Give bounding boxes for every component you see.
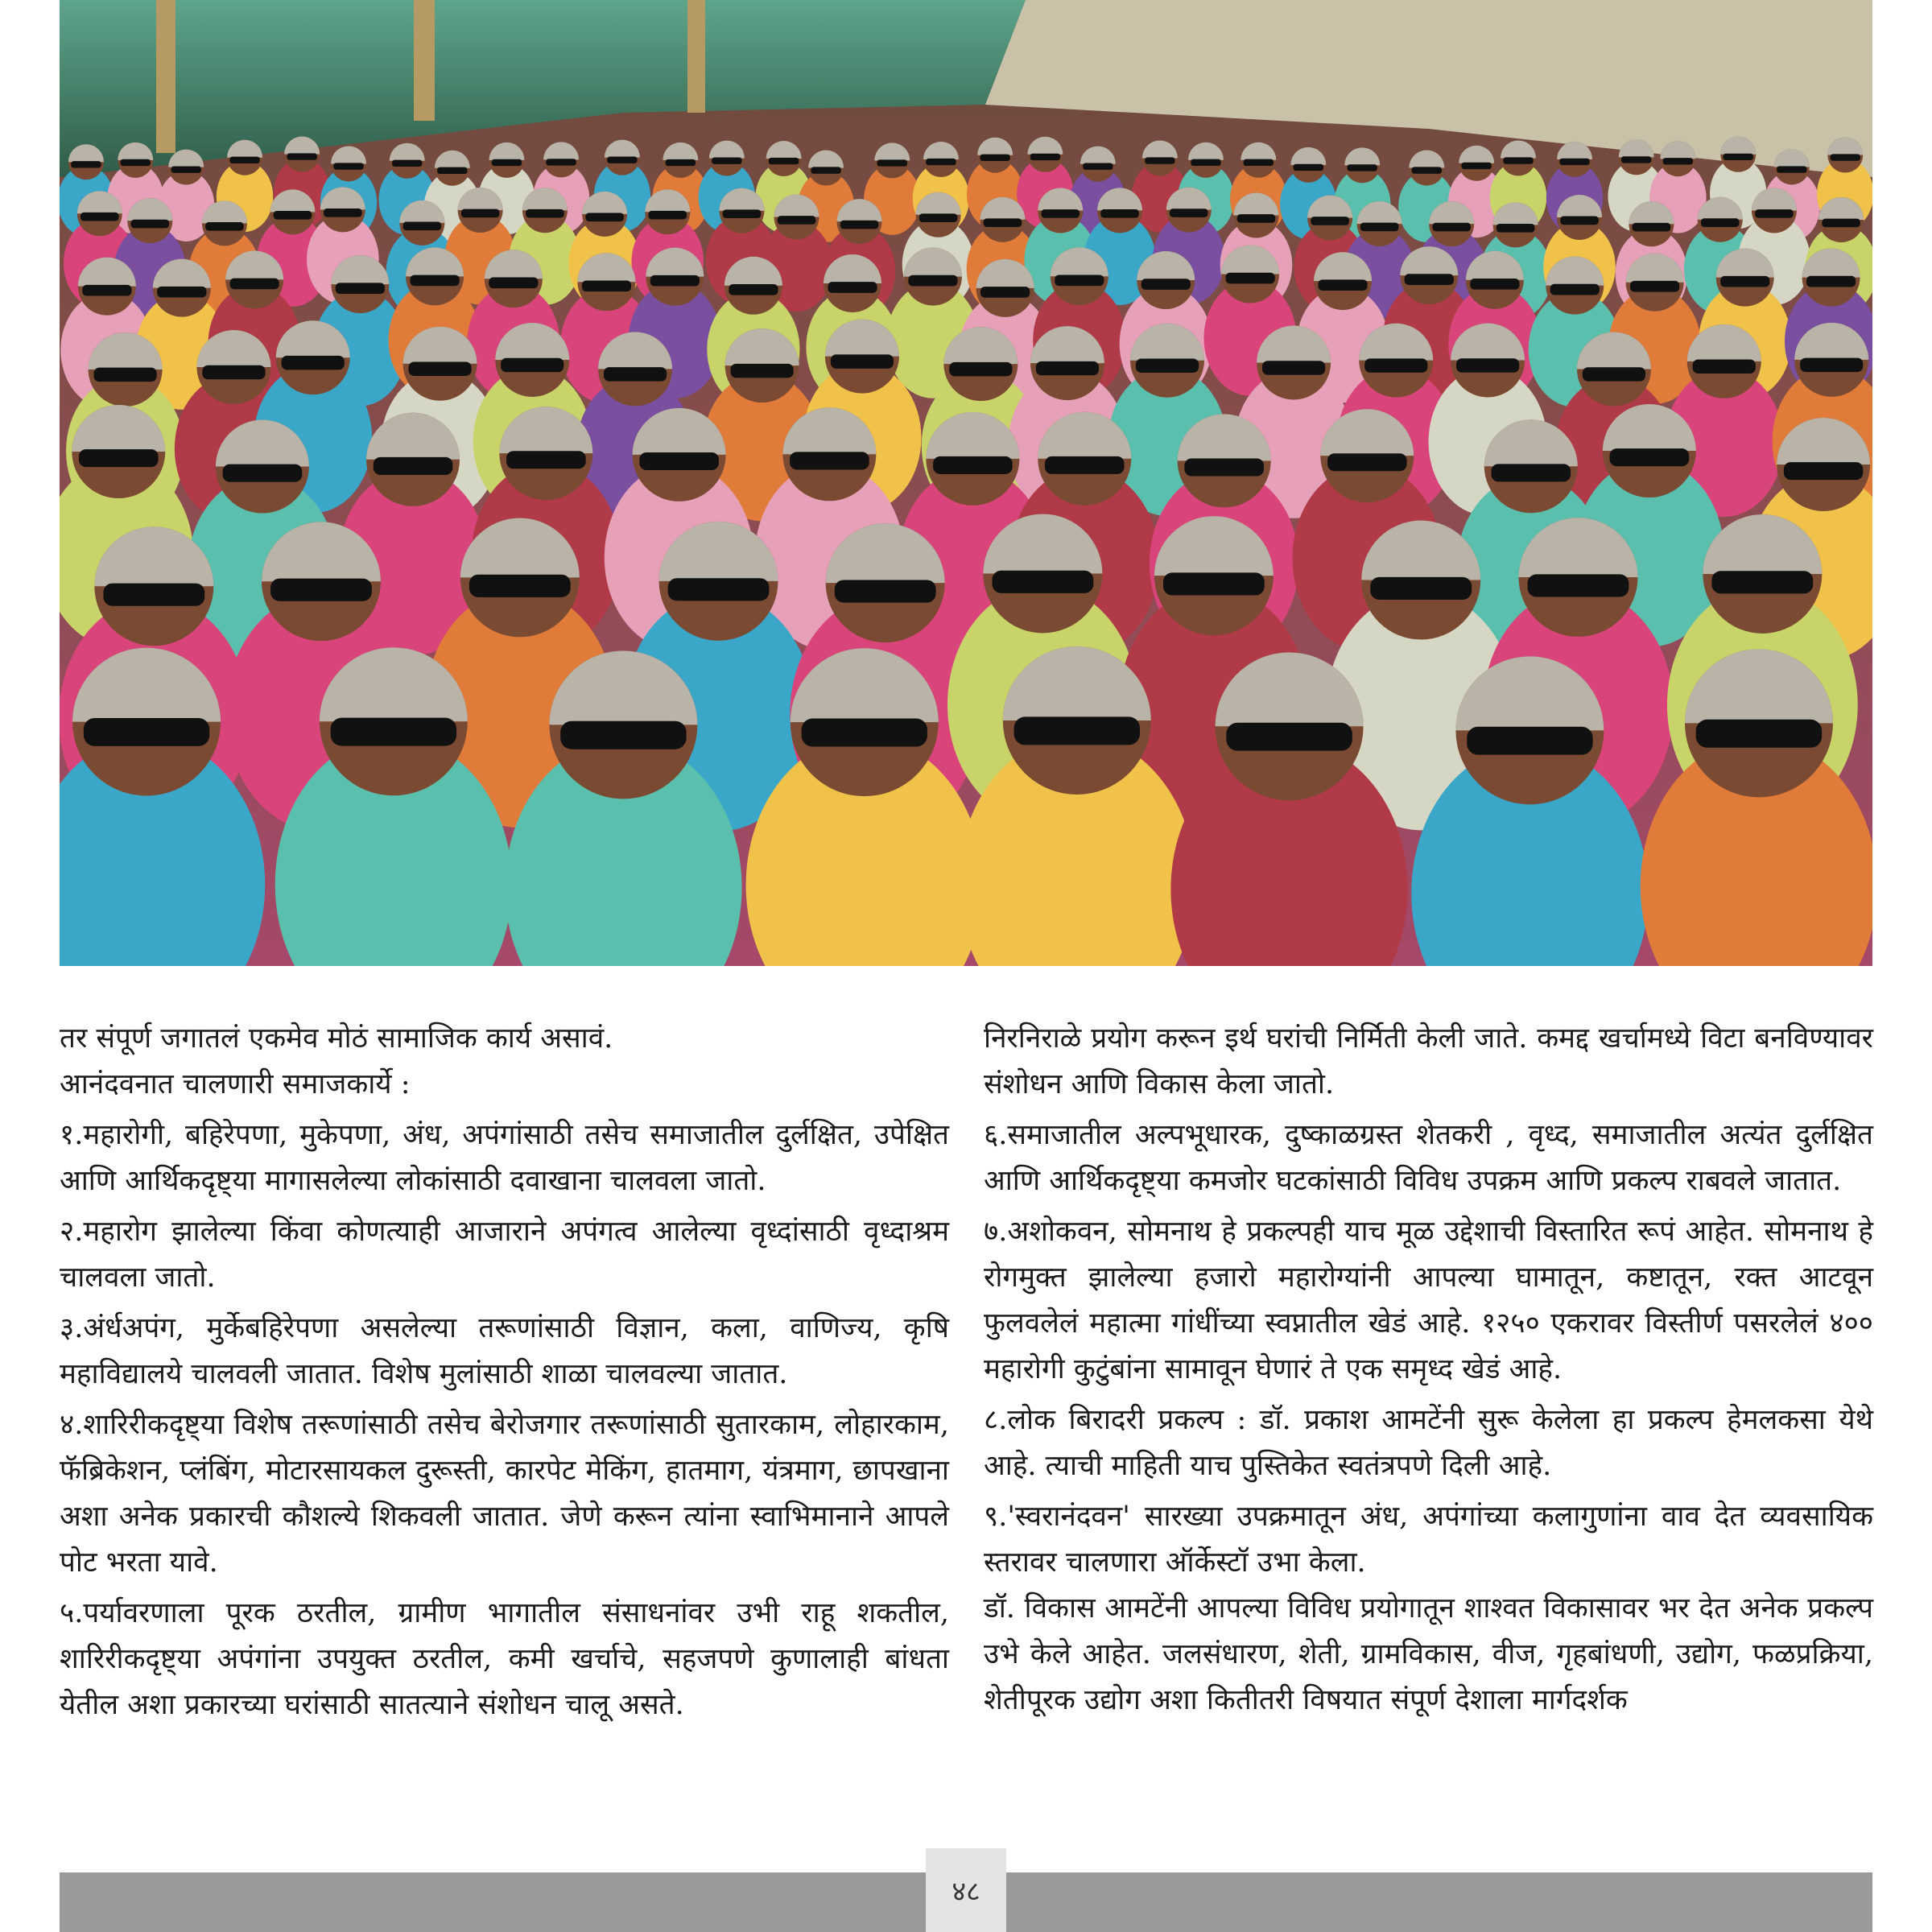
list-item-7: ७.अशोकवन, सोमनाथ हे प्रकल्पही याच मूळ उद्देशाची विस्तारित रूपं आहेत. सोमनाथ हे रोगमुक्त झालेल्या हजारो महारोग्यांनी आपल्या घामातून, कष्टातून, रक्त आटवून फुलवलेलं महात्मा गांधींच्या स्वप्नातील खेडं आहे. १२५० एकरावर विस्तीर्ण पसरलेलं ४०० महारोगी कुटुंबांना सामावून घेणारं ते एक समृध्द खेडं आहे.	[984, 1216, 1873, 1385]
list-item-1: १.महारोगी, बहिरेपणा, मुकेपणा, अंध, अपंगांसाठी तसेच समाजातील दुर्लक्षित, उपेक्षित आणि आर्थिकदृष्ट्या मागासलेल्या लोकांसाठी दवाखाना चालवला जातो.	[60, 1119, 949, 1197]
list-heading: आनंदवनात चालणारी समाजकार्ये :	[60, 1068, 411, 1100]
list-item-5: ५.पर्यावरणाला पूरक ठरतील, ग्रामीण भागातील संसाधनांवर उभी राहू शकतील, शारिरीकदृष्ट्या अपंगांना उपयुक्त ठरतील, कमी खर्चाचे, सहजपणे कुणालाही बांधता येतील अशा प्रकारच्या घरांसाठी सातत्याने संशोधन चालू असते.	[60, 1597, 949, 1721]
list-item-8: ८.लोक बिरादरी प्रकल्प : डॉ. प्रकाश आमटेंनी सुरू केलेला हा प्रकल्प हेमलकसा येथे आहे. त्याची माहिती याच पुस्तिकेत स्वतंत्रपणे दिली आहे.	[984, 1404, 1873, 1482]
left-intro: तर संपूर्ण जगातलं एकमेव मोठं सामाजिक कार्य असावं.	[60, 1022, 613, 1055]
right-intro: निरनिराळे प्रयोग करून इर्थ घरांची निर्मिती केली जाते. कमद्द खर्चामध्ये विटा बनविण्यावर संशोधन आणि विकास केला जातो.	[984, 1022, 1873, 1100]
crowd-photo	[60, 0, 1872, 966]
page-number: ४८	[926, 1848, 1006, 1932]
list-item-9: ९.'स्वरानंदवन' सारख्या उपक्रमातून अंध, अपंगांच्या कलागुणांना वाव देत व्यवसायिक स्तरावर चालणारा ऑर्केस्टॉ उभा केला.	[984, 1501, 1873, 1579]
list-item-6: ६.समाजातील अल्पभूधारक, दुष्काळग्रस्त शेतकरी , वृध्द, समाजातील अत्यंत दुर्लक्षित आणि आर्थिकदृष्ट्या कमजोर घटकांसाठी विविध उपक्रम आणि प्रकल्प राबवले जातात.	[984, 1119, 1873, 1197]
list-item-3: ३.अंर्धअपंग, मुर्केबहिरेपणा असलेल्या तरूणांसाठी विज्ञान, कला, वाणिज्य, कृषि महाविद्यालये चालवली जातात. विशेष मुलांसाठी शाळा चालवल्या जातात.	[60, 1312, 949, 1390]
right-closing: डॉ. विकास आमटेंनी आपल्या विविध प्रयोगातून शाश्वत विकासावर भर देत अनेक प्रकल्प उभे केले आहेत. जलसंधारण, शेती, ग्रामविकास, वीज, गृहबांधणी, उद्योग, फळप्रक्रिया, शेतीपूरक उद्योग अशा कितीतरी विषयात संपूर्ण देशाला मार्गदर्शक	[984, 1592, 1873, 1716]
right-column	[984, 1016, 1873, 1724]
left-column	[60, 1016, 949, 1728]
list-item-4: ४.शारिरीकदृष्ट्या विशेष तरूणांसाठी तसेच बेरोजगार तरूणांसाठी सुतारकाम, लोहारकाम, फॅब्रिकेशन, प्लंबिंग, मोटारसायकल दुरूस्ती, कारपेट मेकिंग, हातमाग, यंत्रमाग, छापखाना अशा अनेक प्रकारची कौशल्ये शिकवली जातात. जेणे करून त्यांना स्वाभिमानाने आपले पोट भरता यावे.	[60, 1409, 949, 1579]
list-item-2: २.महारोग झालेल्या किंवा कोणत्याही आजाराने अपंगत्व आलेल्या वृध्दांसाठी वृध्दाश्रम चालवला जातो.	[60, 1216, 949, 1294]
